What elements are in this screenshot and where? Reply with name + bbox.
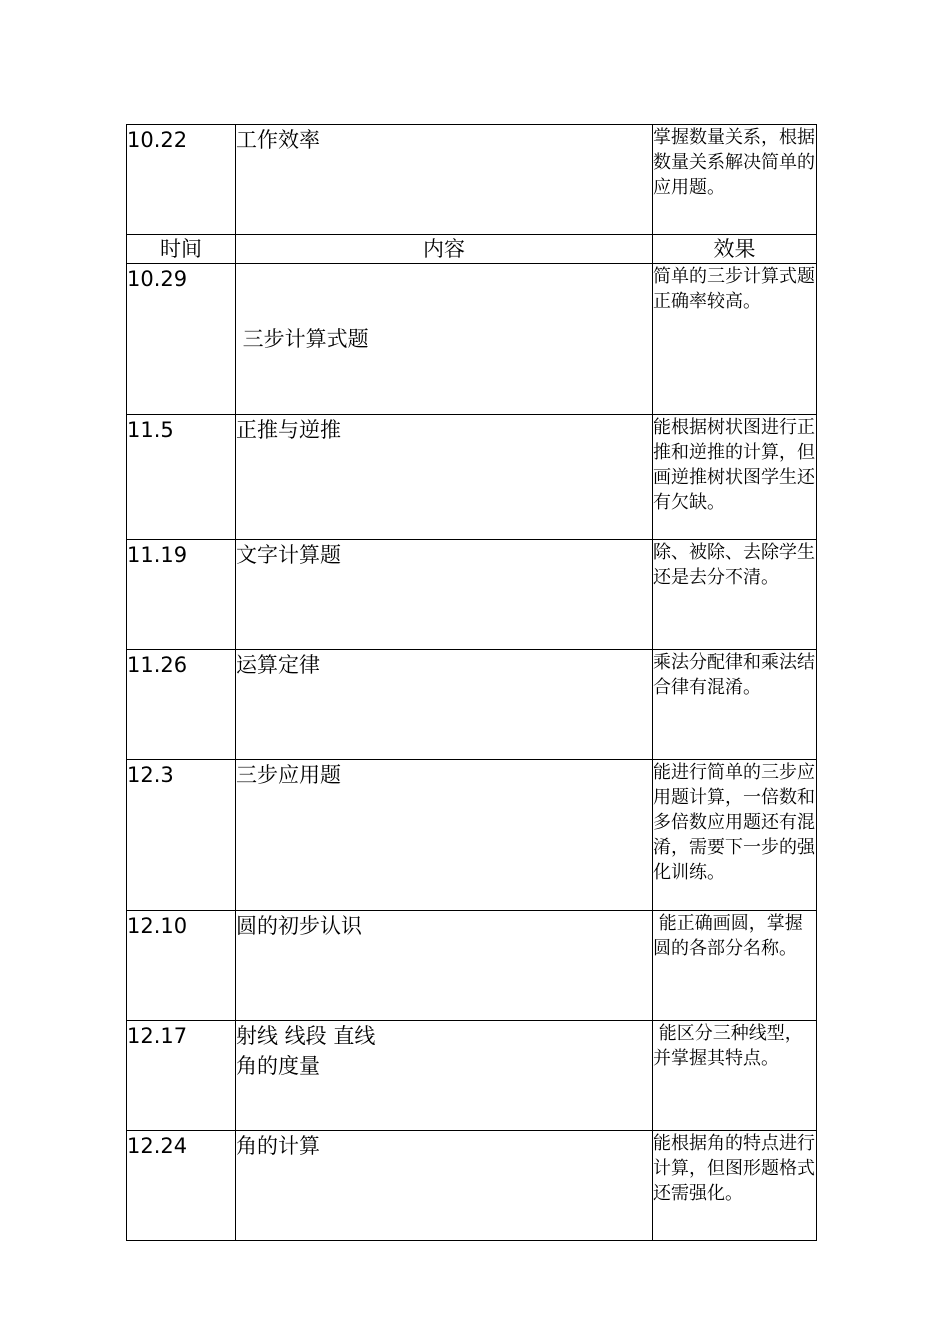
date-cell: 12.10 — [127, 911, 236, 1021]
content-cell — [236, 650, 653, 760]
date-cell: 11.19 — [127, 540, 236, 650]
header-date: 时间 — [127, 235, 236, 264]
effect-cell: 能进行简单的三步应用题计算，一倍数和多倍数应用题还有混淆，需要下一步的强化训练。 — [653, 760, 817, 911]
table-row — [127, 911, 817, 1021]
content-line: 三步应用题 — [236, 763, 341, 787]
table-row — [127, 125, 817, 235]
table-header-row — [127, 235, 817, 264]
date-cell: 10.22 — [127, 125, 236, 235]
content-line: 三步计算式题 — [236, 327, 369, 351]
content-cell — [236, 540, 653, 650]
table-row — [127, 650, 817, 760]
content-line: 工作效率 — [236, 128, 320, 152]
content-line: 正推与逆推 — [236, 418, 341, 442]
content-line: 射线 线段 直线 — [236, 1024, 376, 1048]
table-row — [127, 415, 817, 540]
effect-cell: 除、被除、去除学生还是去分不清。 — [653, 540, 817, 650]
effect-cell: 乘法分配律和乘法结合律有混淆。 — [653, 650, 817, 760]
table-row — [127, 1131, 817, 1241]
table-row — [127, 540, 817, 650]
header-effect: 效果 — [653, 235, 817, 264]
content-cell — [236, 1021, 653, 1131]
table-row — [127, 1021, 817, 1131]
content-cell — [236, 415, 653, 540]
content-cell — [236, 125, 653, 235]
effect-cell: 能区分三种线型，并掌握其特点。 — [653, 1021, 817, 1131]
date-cell: 11.5 — [127, 415, 236, 540]
effect-cell: 能根据角的特点进行计算，但图形题格式还需强化。 — [653, 1131, 817, 1241]
content-line: 文字计算题 — [236, 543, 341, 567]
content-line: 圆的初步认识 — [236, 914, 362, 938]
header-content: 内容 — [236, 235, 653, 264]
date-cell: 12.3 — [127, 760, 236, 911]
content-line: 运算定律 — [236, 653, 320, 677]
date-cell: 10.29 — [127, 264, 236, 415]
date-cell: 12.17 — [127, 1021, 236, 1131]
date-cell: 12.24 — [127, 1131, 236, 1241]
content-cell — [236, 264, 653, 415]
content-cell — [236, 760, 653, 911]
content-cell — [236, 911, 653, 1021]
effect-cell: 掌握数量关系，根据数量关系解决简单的应用题。 — [653, 125, 817, 235]
effect-cell: 能根据树状图进行正推和逆推的计算，但画逆推树状图学生还有欠缺。 — [653, 415, 817, 540]
effect-cell: 简单的三步计算式题正确率较高。 — [653, 264, 817, 415]
content-cell — [236, 1131, 653, 1241]
table-row — [127, 264, 817, 415]
date-cell: 11.26 — [127, 650, 236, 760]
table-row — [127, 760, 817, 911]
effect-cell: 能正确画圆，掌握圆的各部分名称。 — [653, 911, 817, 1021]
teaching-schedule-table — [126, 124, 817, 1241]
content-line: 角的计算 — [236, 1134, 320, 1158]
content-line: 角的度量 — [236, 1054, 320, 1078]
